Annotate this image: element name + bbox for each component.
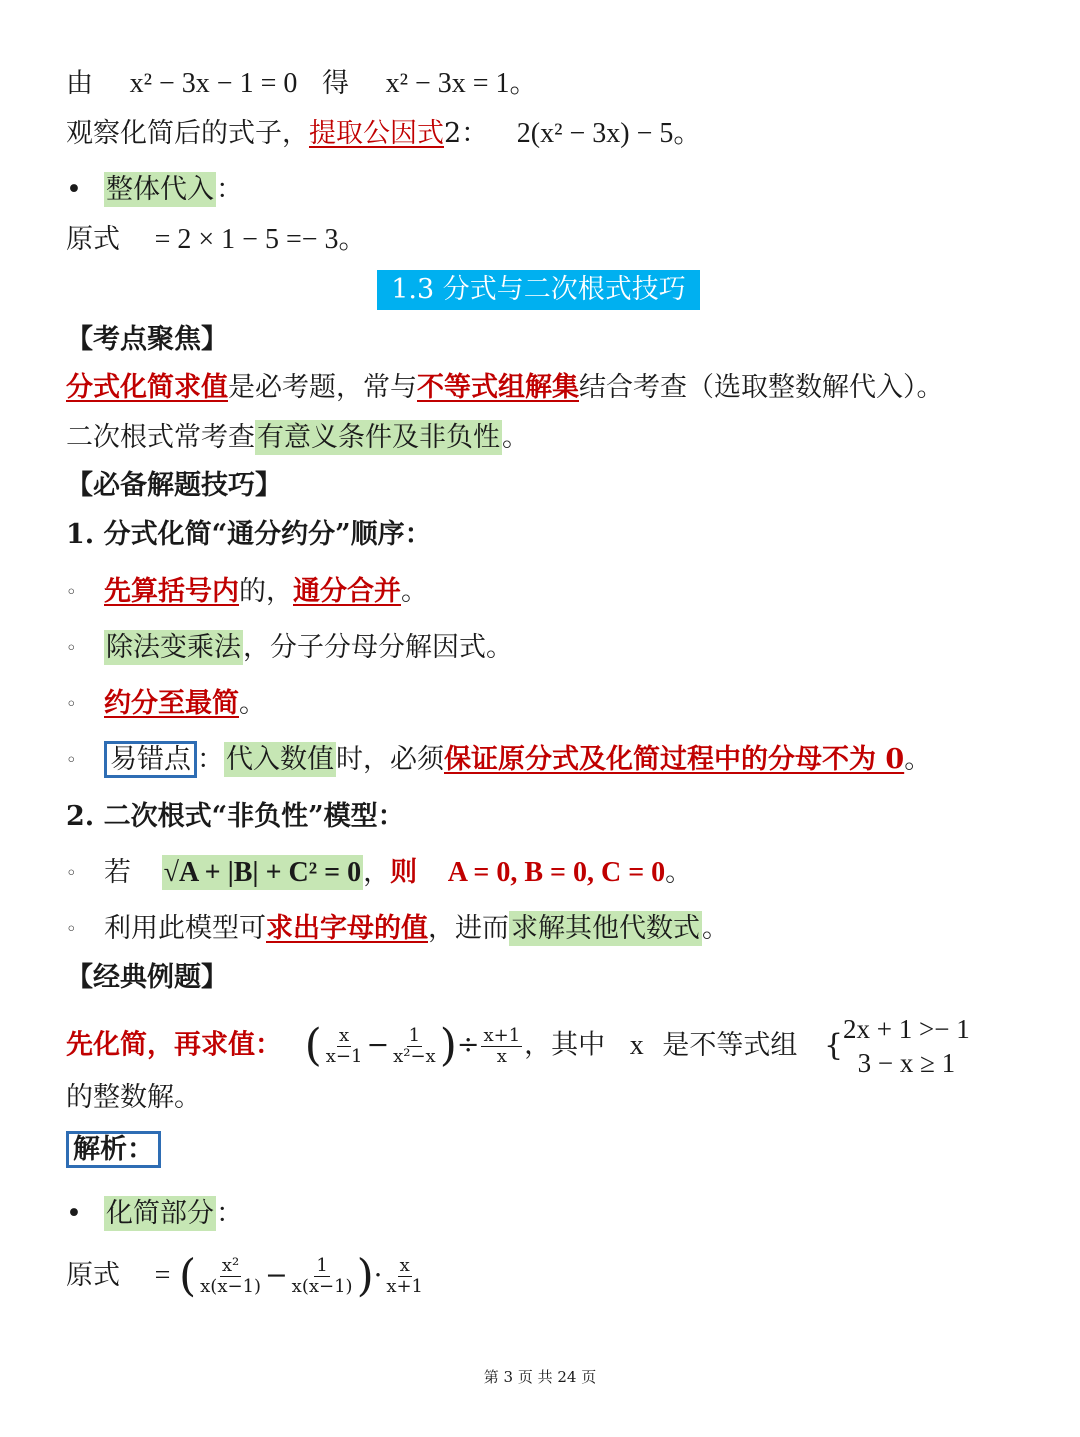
text-then: 则 xyxy=(390,857,418,888)
highlight-meaningful-condition: 有意义条件及非负性 xyxy=(257,422,500,453)
text-ruo: 若 xyxy=(104,857,131,888)
model-result: A = 0, B = 0, C = 0 xyxy=(447,857,666,888)
label-yuanshi: 原式 xyxy=(66,224,120,255)
text-inequality-system: 是不等式组 xyxy=(662,1029,798,1061)
highlight-fraction-simplify: 分式化简求值 xyxy=(66,372,228,403)
result-line xyxy=(66,220,367,260)
label-substitute-whole: 整体代入 xyxy=(106,174,214,205)
step-4 xyxy=(66,740,931,781)
circle-bullet-icon: ◦ xyxy=(66,581,77,603)
fraction-g3-num: x xyxy=(399,1255,410,1276)
fraction-1-num: x xyxy=(339,1024,350,1046)
text-where: ，其中 xyxy=(524,1029,606,1061)
highlight-solve-other: 求解其他代数式 xyxy=(511,913,700,944)
colon: ： xyxy=(216,174,243,205)
simplify-expression xyxy=(66,1250,427,1302)
text-de: 得 xyxy=(321,68,349,99)
result-expression: = 2 × 1 − 5 =− 3。 xyxy=(154,224,367,255)
inequality-1: 2x + 1 >− 1 xyxy=(843,1014,970,1044)
example-continuation: 的整数解。 xyxy=(66,1082,201,1113)
kaodian-title: 【考点聚焦】 xyxy=(66,324,228,355)
circle-bullet-icon: ◦ xyxy=(66,693,77,715)
bullet-substitute xyxy=(66,170,243,210)
equals-sign: = xyxy=(154,1260,171,1291)
equation-line-1 xyxy=(66,64,538,104)
technique-item-1: 1. 分式化简“通分约分”顺序： xyxy=(66,519,432,550)
fraction-g2-num: 1 xyxy=(316,1255,328,1276)
fraction-1-den: x−1 xyxy=(325,1045,363,1067)
text-observe: 观察化简后的式子， xyxy=(66,118,309,149)
highlight-find-letters: 求出字母的值 xyxy=(266,913,428,944)
jiexi-title-line xyxy=(66,1130,161,1170)
fraction-g2 xyxy=(290,1256,355,1297)
equation-original: x² − 3x − 1 = 0 xyxy=(129,68,298,99)
highlight-extract-factor: 提取公因式 xyxy=(309,118,444,149)
text-m2a: 利用此模型可 xyxy=(104,913,266,944)
brace-icon: { xyxy=(823,1028,844,1063)
bullet-icon: • xyxy=(66,174,82,205)
fraction-g2-den: x(x−1) xyxy=(291,1276,353,1297)
text-p1b: 是必考题，常与 xyxy=(228,372,417,403)
highlight-brackets-first: 先算括号内 xyxy=(104,576,239,607)
fraction-g3-den: x+1 xyxy=(386,1276,424,1297)
jingdian-title: 【经典例题】 xyxy=(66,962,228,993)
example-lead: 先化简，再求值： xyxy=(66,1029,282,1061)
text-p2a: 二次根式常考查 xyxy=(66,422,255,453)
circle-bullet-icon: ◦ xyxy=(66,862,77,884)
minus-sign: − xyxy=(366,1029,390,1061)
text-s4b: 时，必须 xyxy=(336,744,444,775)
fraction-2-num: 1 xyxy=(408,1024,421,1046)
step-1 xyxy=(66,572,428,613)
kaodian-paragraph-1 xyxy=(66,368,944,408)
colon: ： xyxy=(197,744,224,775)
step-2 xyxy=(66,628,513,669)
text-s1b: 的， xyxy=(239,576,293,607)
right-paren: ) xyxy=(439,1020,457,1071)
page-footer: 第 3 页 共 24 页 xyxy=(483,1368,597,1386)
text-p1d: 结合考查（选取整数解代入）。 xyxy=(579,372,944,403)
fraction-3 xyxy=(481,1026,522,1067)
highlight-common-denominator: 通分合并 xyxy=(293,576,401,607)
text-s4d: 。 xyxy=(904,744,932,775)
fraction-2 xyxy=(391,1026,438,1067)
inequality-2: 3 − x ≥ 1 xyxy=(857,1048,956,1078)
fraction-g1 xyxy=(198,1256,263,1297)
variable-x: x xyxy=(629,1029,644,1061)
highlight-denominator-nonzero: 保证原分式及化简过程中的分母不为 0 xyxy=(444,744,905,775)
multiply-dot: · xyxy=(373,1260,383,1291)
step-3 xyxy=(66,684,266,725)
equation-derived: x² − 3x = 1。 xyxy=(385,68,538,99)
kaodian-paragraph-2 xyxy=(66,418,529,458)
colon: ： xyxy=(216,1198,243,1229)
label-simplify-part: 化简部分 xyxy=(106,1198,214,1229)
fraction-g1-den: x(x−1) xyxy=(200,1276,262,1297)
technique-item-2: 2. 二次根式“非负性”模型： xyxy=(66,801,405,832)
bullet-icon: • xyxy=(66,1198,82,1229)
fraction-2-den: x²−x xyxy=(393,1045,436,1067)
period: 。 xyxy=(702,913,729,944)
text-p2c: 。 xyxy=(502,422,529,453)
text-s1d: 。 xyxy=(401,576,428,607)
highlight-inequality-solution: 不等式组解集 xyxy=(417,372,579,403)
text-factor-two: 2： xyxy=(444,118,489,149)
boxed-error-prone: 易错点 xyxy=(104,741,197,778)
example-problem xyxy=(66,1012,970,1080)
text-you: 由 xyxy=(66,68,93,99)
highlight-div-to-mul: 除法变乘法 xyxy=(106,632,241,663)
left-paren: ( xyxy=(304,1020,322,1071)
factor-line xyxy=(66,114,701,154)
bibei-title: 【必备解题技巧】 xyxy=(66,470,282,501)
text-s3b: 。 xyxy=(239,688,266,719)
boxed-analysis: 解析： xyxy=(66,1131,161,1168)
label-yuanshi: 原式 xyxy=(66,1260,120,1291)
text-s2b: ，分子分母分解因式。 xyxy=(243,632,513,663)
comma: ， xyxy=(363,857,391,888)
period: 。 xyxy=(665,857,693,888)
minus-sign: − xyxy=(265,1260,288,1291)
nonneg-model-expression: √A + |B| + C² = 0 xyxy=(163,857,362,888)
model-line-1 xyxy=(66,853,692,894)
fraction-3-num: x+1 xyxy=(483,1024,521,1046)
fraction-g1-num: x² xyxy=(221,1255,240,1276)
fraction-3-den: x xyxy=(496,1045,507,1067)
model-line-2 xyxy=(66,909,729,950)
highlight-substitute-value: 代入数值 xyxy=(226,744,334,775)
right-paren: ) xyxy=(356,1250,374,1302)
circle-bullet-icon: ◦ xyxy=(66,918,77,940)
divide-sign: ÷ xyxy=(456,1029,480,1061)
inequality-system xyxy=(843,1012,970,1080)
fraction-1 xyxy=(324,1026,365,1067)
fraction-g3 xyxy=(384,1256,425,1297)
text-m2c: ，进而 xyxy=(428,913,509,944)
circle-bullet-icon: ◦ xyxy=(66,637,77,659)
section-heading: 1.3 分式与二次根式技巧 xyxy=(377,270,700,310)
circle-bullet-icon: ◦ xyxy=(66,749,77,771)
bullet-simplify xyxy=(66,1194,243,1234)
factored-expression: 2(x² − 3x) − 5。 xyxy=(516,118,702,149)
left-paren: ( xyxy=(178,1250,197,1302)
highlight-simplest: 约分至最简 xyxy=(104,688,239,719)
